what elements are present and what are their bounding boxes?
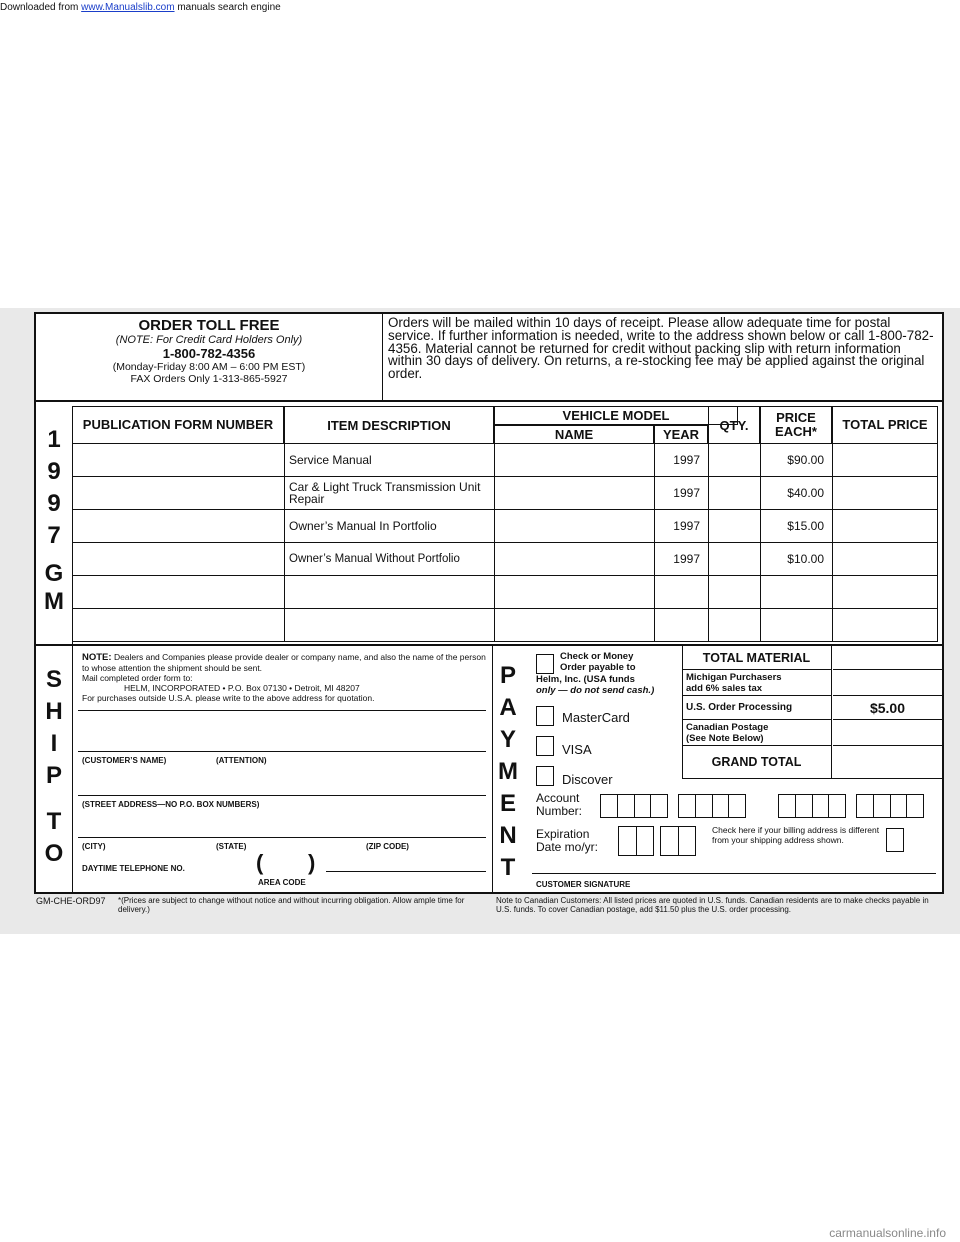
col-header-total: TOTAL PRICE bbox=[832, 406, 938, 444]
table-left-rule bbox=[72, 406, 73, 644]
year-side-label bbox=[40, 418, 68, 616]
side-char: P bbox=[45, 762, 62, 789]
account-number-group-2[interactable] bbox=[678, 794, 746, 818]
col-header-qty: QTY. bbox=[708, 406, 760, 444]
side-char: P bbox=[499, 662, 516, 689]
toll-free-phone: 1-800-782-4356 bbox=[162, 346, 256, 361]
item-cell: Car & Light Truck Transmission Unit Repair bbox=[285, 477, 495, 509]
ship-note bbox=[82, 652, 492, 703]
michigan-line-1: Michigan Purchasers bbox=[686, 672, 782, 683]
michigan-tax-value[interactable] bbox=[833, 670, 942, 696]
zip-label: (ZIP CODE) bbox=[366, 842, 409, 851]
visa-label: VISA bbox=[562, 742, 592, 757]
col-header-item: ITEM DESCRIPTION bbox=[284, 406, 494, 444]
payment-side-label bbox=[494, 662, 522, 882]
michigan-line-2: add 6% sales tax bbox=[686, 683, 763, 694]
attention-label: (ATTENTION) bbox=[216, 756, 267, 765]
discover-checkbox[interactable] bbox=[536, 766, 554, 786]
col-header-name: NAME bbox=[494, 425, 654, 444]
total-cell[interactable] bbox=[833, 444, 939, 476]
qty-cell[interactable] bbox=[709, 543, 761, 575]
total-cell[interactable] bbox=[833, 510, 939, 542]
price-cell: $40.00 bbox=[761, 477, 833, 509]
pub-number-cell[interactable] bbox=[73, 543, 285, 575]
side-char: 7 bbox=[47, 522, 61, 549]
price-cell[interactable] bbox=[761, 576, 833, 608]
item-cell[interactable] bbox=[285, 576, 495, 608]
area-code-label: AREA CODE bbox=[258, 878, 306, 887]
price-cell: $15.00 bbox=[761, 510, 833, 542]
year-cell: 1997 bbox=[655, 510, 709, 542]
check-line-2: Order payable to bbox=[560, 662, 636, 673]
outside-text: For purchases outside U.S.A. please write to the above address for quotation. bbox=[82, 693, 375, 703]
name-cell[interactable] bbox=[495, 444, 655, 476]
canadian-line-1: Canadian Postage bbox=[686, 722, 769, 733]
pub-number-cell[interactable] bbox=[73, 477, 285, 509]
grand-total-label: GRAND TOTAL bbox=[682, 746, 832, 778]
side-char: T bbox=[46, 808, 62, 835]
order-form-sheet bbox=[34, 312, 944, 894]
total-cell[interactable] bbox=[833, 576, 939, 608]
side-char: A bbox=[499, 694, 517, 721]
side-char: S bbox=[45, 666, 62, 693]
pub-number-cell[interactable] bbox=[73, 576, 285, 608]
area-code-input[interactable] bbox=[268, 854, 306, 874]
toll-free-title: ORDER TOLL FREE bbox=[138, 317, 280, 334]
billing-different-checkbox[interactable] bbox=[886, 828, 904, 852]
side-char: Y bbox=[499, 726, 516, 753]
name-cell[interactable] bbox=[495, 576, 655, 608]
col-header-vehicle: VEHICLE MODEL bbox=[494, 406, 738, 425]
qty-cell[interactable] bbox=[709, 576, 761, 608]
fax-line: FAX Orders Only 1-313-865-5927 bbox=[130, 373, 288, 385]
col-header-price: PRICE EACH* bbox=[760, 406, 832, 444]
order-form-panel bbox=[0, 308, 960, 934]
form-code: GM-CHE-ORD97 bbox=[36, 896, 106, 906]
customer-name-input[interactable] bbox=[78, 732, 486, 752]
side-char: 9 bbox=[47, 490, 61, 517]
us-processing-label: U.S. Order Processing bbox=[682, 696, 832, 720]
signature-label: CUSTOMER SIGNATURE bbox=[536, 880, 631, 889]
check-line-4: only — do not send cash.) bbox=[536, 685, 655, 696]
side-char: 9 bbox=[47, 458, 61, 485]
table-row bbox=[72, 543, 938, 576]
year-cell: 1997 bbox=[655, 543, 709, 575]
phone-input[interactable] bbox=[326, 860, 486, 872]
credit-note: (NOTE: For Credit Card Holders Only) bbox=[115, 334, 303, 346]
mail-address: HELM, INCORPORATED • P.O. Box 07130 • Detroit, MI 48207 bbox=[124, 683, 360, 693]
discover-label: Discover bbox=[562, 772, 613, 787]
phone-label: DAYTIME TELEPHONE NO. bbox=[82, 864, 185, 873]
ship-to-side-label bbox=[40, 666, 68, 868]
account-number-group-1[interactable] bbox=[600, 794, 668, 818]
item-cell: Owner’s Manual In Portfolio bbox=[285, 510, 495, 542]
account-number-group-4[interactable] bbox=[856, 794, 924, 818]
canadian-postage-value[interactable] bbox=[833, 720, 942, 746]
mastercard-checkbox[interactable] bbox=[536, 706, 554, 726]
header-divider bbox=[382, 314, 383, 400]
area-paren-close: ) bbox=[308, 850, 316, 875]
price-cell: $10.00 bbox=[761, 543, 833, 575]
table-row bbox=[72, 609, 938, 642]
price-cell[interactable] bbox=[761, 609, 833, 641]
ship-rule bbox=[78, 710, 486, 711]
mailing-text: Orders will be mailed within 10 days of receipt. Please allow adequate time for postal service. If further information is needed, write to the address shown below or call 1-800-782-4356. Material cannot be returned for credit without packing slip with return information within 30 days of delivery. On returns, a re-stocking fee may be applied against the original order. bbox=[388, 315, 934, 382]
total-cell[interactable] bbox=[833, 543, 939, 575]
expiration-line-1: Expiration bbox=[536, 827, 590, 841]
qty-cell[interactable] bbox=[709, 609, 761, 641]
side-char: N bbox=[499, 822, 517, 849]
canadian-label bbox=[682, 720, 832, 746]
name-cell[interactable] bbox=[495, 543, 655, 575]
exp-month-input[interactable] bbox=[618, 826, 654, 856]
qty-cell[interactable] bbox=[709, 444, 761, 476]
source-link[interactable]: www.Manualslib.com bbox=[81, 2, 175, 13]
table-rows bbox=[72, 444, 938, 642]
state-label: (STATE) bbox=[216, 842, 247, 851]
price-cell: $90.00 bbox=[761, 444, 833, 476]
total-cell[interactable] bbox=[833, 609, 939, 641]
account-number-group-3[interactable] bbox=[778, 794, 846, 818]
side-char: I bbox=[50, 730, 58, 757]
us-processing-value: $5.00 bbox=[833, 696, 942, 720]
year-cell: 1997 bbox=[655, 477, 709, 509]
signature-input[interactable] bbox=[532, 858, 936, 874]
qty-cell[interactable] bbox=[709, 477, 761, 509]
customer-name-label: (CUSTOMER’S NAME) bbox=[82, 756, 167, 765]
pub-number-cell[interactable] bbox=[73, 444, 285, 476]
side-char: G bbox=[44, 560, 64, 587]
city-label: (CITY) bbox=[82, 842, 106, 851]
pub-number-cell[interactable] bbox=[73, 510, 285, 542]
table-row bbox=[72, 510, 938, 543]
hours: (Monday-Friday 8:00 AM – 6:00 PM EST) bbox=[112, 361, 306, 373]
ship-note-label: NOTE: bbox=[82, 652, 112, 663]
check-line-1: Check or Money bbox=[560, 651, 634, 662]
account-line-2: Number: bbox=[536, 804, 583, 818]
area-paren-open: ( bbox=[256, 850, 264, 875]
canadian-line-2: (See Note Below) bbox=[686, 733, 764, 744]
billing-note: Check here if your billing address is different from your shipping address shown. bbox=[712, 825, 880, 845]
name-cell[interactable] bbox=[495, 510, 655, 542]
source-prefix: Downloaded from bbox=[0, 2, 79, 13]
totals-bottom-rule bbox=[682, 778, 942, 779]
total-cell[interactable] bbox=[833, 477, 939, 509]
prices-note: *(Prices are subject to change without notice and without incurring obligation. Allow ample time for delivery.) bbox=[118, 896, 465, 914]
item-cell: Owner’s Manual Without Portfolio bbox=[285, 543, 495, 575]
expiration-label bbox=[536, 828, 598, 854]
item-cell: Service Manual bbox=[285, 444, 495, 476]
source-line bbox=[0, 2, 281, 14]
visa-checkbox[interactable] bbox=[536, 736, 554, 756]
table-row bbox=[72, 477, 938, 510]
canada-note: Note to Canadian Customers: All listed prices are quoted in U.S. funds. Canadian residents are to make checks payable in U.S. funds. To cover Canadian postage, add $11.50 plus the U.S. order processing. bbox=[496, 896, 929, 914]
watermark: carmanualsonline.info bbox=[829, 1226, 946, 1240]
ship-left-rule bbox=[72, 646, 73, 894]
check-money-checkbox[interactable] bbox=[536, 654, 554, 674]
col-header-pub: PUBLICATION FORM NUMBER bbox=[72, 406, 284, 444]
account-label bbox=[536, 792, 582, 818]
exp-year-input[interactable] bbox=[660, 826, 696, 856]
table-row bbox=[72, 576, 938, 609]
qty-cell[interactable] bbox=[709, 510, 761, 542]
toll-free-block bbox=[36, 318, 382, 385]
year-cell[interactable] bbox=[655, 609, 709, 641]
side-char: M bbox=[498, 758, 518, 785]
grand-total-value[interactable] bbox=[833, 746, 942, 778]
year-cell: 1997 bbox=[655, 444, 709, 476]
side-char: O bbox=[44, 840, 64, 867]
pub-number-cell[interactable] bbox=[73, 609, 285, 641]
street-label: (STREET ADDRESS—NO P.O. BOX NUMBERS) bbox=[82, 800, 260, 809]
side-char: 1 bbox=[47, 426, 61, 453]
table-row bbox=[72, 444, 938, 477]
ship-payment-divider bbox=[492, 646, 493, 894]
total-material-value[interactable] bbox=[833, 646, 942, 670]
source-suffix: manuals search engine bbox=[177, 2, 281, 13]
check-line-3: Helm, Inc. (USA funds bbox=[536, 674, 635, 685]
street-input[interactable] bbox=[78, 776, 486, 796]
item-cell[interactable] bbox=[285, 609, 495, 641]
name-cell[interactable] bbox=[495, 609, 655, 641]
account-line-1: Account bbox=[536, 791, 580, 805]
year-cell[interactable] bbox=[655, 576, 709, 608]
name-cell[interactable] bbox=[495, 477, 655, 509]
mastercard-label: MasterCard bbox=[562, 710, 630, 725]
expiration-line-2: Date mo/yr: bbox=[536, 840, 599, 854]
ship-note-text: Dealers and Companies please provide dealer or company name, and also the name of the person to whose attention the shipment should be sent. bbox=[82, 652, 486, 673]
michigan-label bbox=[682, 670, 832, 696]
side-char: E bbox=[499, 790, 516, 817]
side-char: H bbox=[45, 698, 63, 725]
header-rule bbox=[36, 400, 942, 402]
col-header-year: YEAR bbox=[654, 425, 708, 444]
side-char: T bbox=[500, 854, 516, 881]
side-char: M bbox=[44, 588, 64, 615]
total-material-label: TOTAL MATERIAL bbox=[682, 646, 832, 670]
city-state-zip-input[interactable] bbox=[78, 818, 486, 838]
mail-text: Mail completed order form to: bbox=[82, 673, 193, 683]
